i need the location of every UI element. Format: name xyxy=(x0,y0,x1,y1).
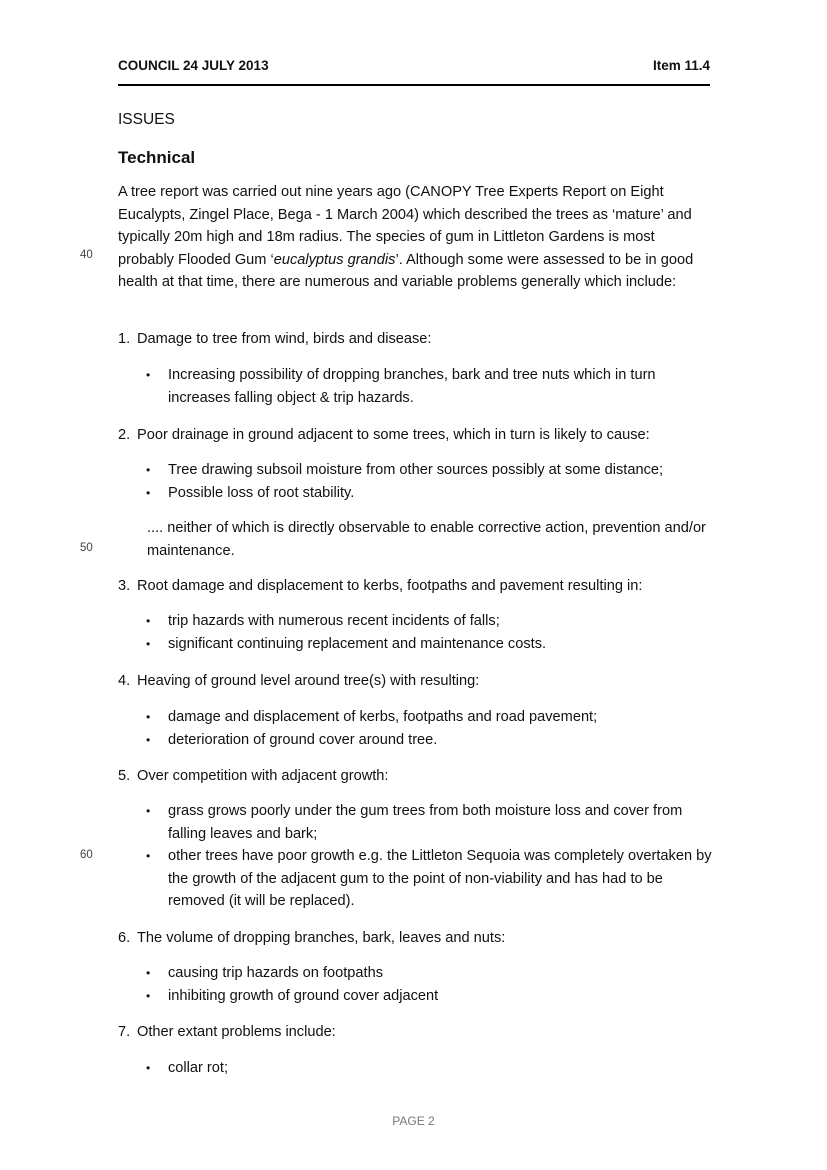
bullet-item xyxy=(146,1057,718,1080)
item-text: Over competition with adjacent growth: xyxy=(137,768,389,784)
item-text: Heaving of ground level around tree(s) with resulting: xyxy=(137,673,480,689)
bullet-item xyxy=(146,845,718,913)
bullet-icon: • xyxy=(146,614,151,628)
bullet-icon: • xyxy=(146,966,151,980)
bullet-item xyxy=(146,800,718,845)
bullet-item xyxy=(146,706,718,729)
bullet-item xyxy=(146,482,718,505)
intro-text-2: ’. Although some were assessed to be in good health at that time, there are numerous and variable problems generally which include: xyxy=(118,251,694,290)
bullet-icon: • xyxy=(146,710,151,724)
item-number: 1. xyxy=(118,331,131,347)
bullet-item xyxy=(146,633,718,656)
bullet-text: causing trip hazards on footpaths xyxy=(168,965,383,981)
line-number: 60 xyxy=(80,849,93,861)
line-number: 50 xyxy=(80,542,93,554)
bullet-item xyxy=(146,729,718,752)
intro-text-1: A tree report was carried out nine years ago (CANOPY Tree Experts Report on Eight Eucalypts, Zingel Place, Bega - 1 March 2004) which described the trees as ‘mature’ and typically 20m high and 18m radius. The species of gum in Littleton Gardens is most probably Flooded Gum ‘ xyxy=(118,184,692,268)
bullet-text: Tree drawing subsoil moisture from other sources possibly at some distance; xyxy=(168,462,664,478)
bullet-item xyxy=(146,962,718,985)
bullet-item xyxy=(146,364,718,409)
item-text: Damage to tree from wind, birds and disease: xyxy=(137,331,432,347)
bullet-text: damage and displacement of kerbs, footpaths and road pavement; xyxy=(168,709,598,725)
bullet-item xyxy=(146,985,718,1008)
bullet-text: significant continuing replacement and maintenance costs. xyxy=(168,636,547,652)
bullet-text: other trees have poor growth e.g. the Littleton Sequoia was completely overtaken by the growth of the adjacent gum to the point of non-viability and has had to be removed (it will be replaced). xyxy=(168,848,712,909)
bullet-icon: • xyxy=(146,486,151,500)
bullet-icon: • xyxy=(146,1061,151,1075)
bullet-text: collar rot; xyxy=(168,1060,229,1076)
section-heading: ISSUES xyxy=(118,111,175,128)
item-text: Poor drainage in ground adjacent to some trees, which in turn is likely to cause: xyxy=(137,427,650,443)
bullet-text: trip hazards with numerous recent incidents of falls; xyxy=(168,613,500,629)
page-header xyxy=(118,58,710,86)
bullet-item xyxy=(146,610,718,633)
bullet-text: inhibiting growth of ground cover adjacent xyxy=(168,988,439,1004)
bullet-icon: • xyxy=(146,637,151,651)
sub-heading: Technical xyxy=(118,148,196,167)
item-number: 7. xyxy=(118,1024,131,1040)
header-meeting-date: COUNCIL 24 JULY 2013 xyxy=(118,58,269,73)
intro-paragraph xyxy=(118,181,710,294)
item-number: 4. xyxy=(118,673,131,689)
item-number: 2. xyxy=(118,427,131,443)
item-number: 6. xyxy=(118,930,131,946)
bullet-text: deterioration of ground cover around tree. xyxy=(168,732,438,748)
bullet-text: Increasing possibility of dropping branches, bark and tree nuts which in turn increases falling object & trip hazards. xyxy=(168,367,656,406)
item-note: .... neither of which is directly observable to enable corrective action, prevention and/or maintenance. xyxy=(147,520,706,559)
bullet-icon: • xyxy=(146,463,151,477)
page-footer: PAGE 2 xyxy=(392,1114,435,1128)
item-number: 5. xyxy=(118,768,131,784)
bullet-icon: • xyxy=(146,733,151,747)
species-name: eucalyptus grandis xyxy=(273,251,396,268)
bullet-item xyxy=(146,459,718,482)
line-number: 40 xyxy=(80,249,93,261)
item-number: 3. xyxy=(118,578,131,594)
bullet-text: Possible loss of root stability. xyxy=(168,485,355,501)
header-item-number: Item 11.4 xyxy=(652,58,710,73)
bullet-text: grass grows poorly under the gum trees from both moisture loss and cover from falling leaves and bark; xyxy=(168,803,683,842)
bullet-icon: • xyxy=(146,989,151,1003)
item-text: The volume of dropping branches, bark, leaves and nuts: xyxy=(137,930,506,946)
bullet-icon: • xyxy=(146,804,151,818)
bullet-icon: • xyxy=(146,368,151,382)
bullet-icon: • xyxy=(146,849,151,863)
item-text: Root damage and displacement to kerbs, footpaths and pavement resulting in: xyxy=(137,578,643,594)
item-text: Other extant problems include: xyxy=(137,1024,336,1040)
